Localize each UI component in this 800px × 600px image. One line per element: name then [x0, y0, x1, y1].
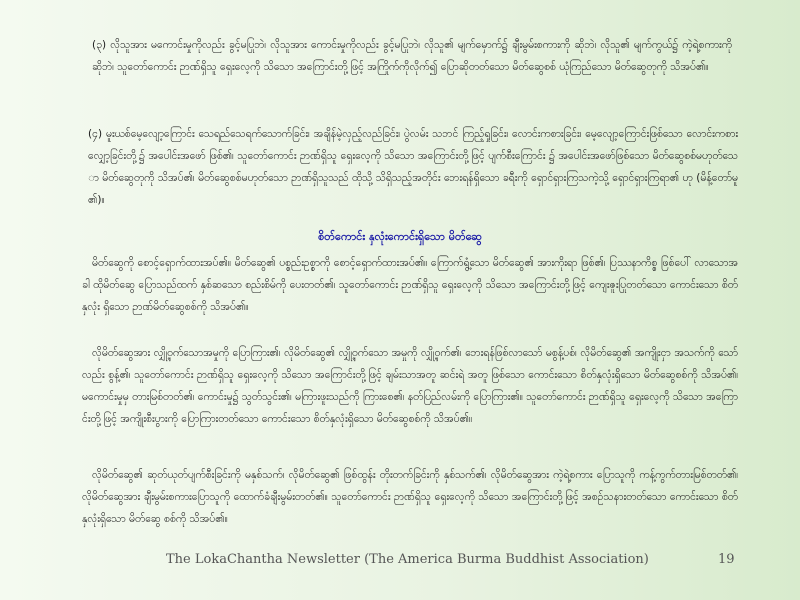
page-number: 19	[718, 552, 735, 567]
paragraph-true-friend-1: မိတ်ဆွေကို စောင့်ရှောက်ထားအပ်၏။ မိတ်ဆွေ၏ ပစ္စည်းဥစ္စာကို စောင့်ရှောက်ထားအပ်၏။ ကြောက်ရွံ့သော မိတ်ဆွေ၏ အားကိုးရာ ဖြစ်၏၊ ပြဿနာကိစ္စ ဖြစ်ပေါ် လာသောအခါ ထိုမိတ်ဆွေ ပြောသည်ထက် နှစ်ဆသော စည်းစိမ်ကို ပေးတတ်၏၊ သူတော်ကောင်း ဉာဏ်ရှိသူ ရှေးလေ့ကို သိသော အကြောင်းတို့ဖြင့် ကျေးဇူးပြုတတ်သော ကောင်းသော စိတ်နှလုံး ရှိသော ဉာဏ်မိတ်ဆွေစစ်ကို သိအပ်၏။	[82, 257, 738, 313]
paragraph-true-friend-2: လိုမိတ်ဆွေအား လျှို့ဝှက်သောအမှုကို ပြောကြား၏၊ လိုမိတ်ဆွေ၏ လျှို့ဝှက်သော အမှုကို လျှို့ဝှက်၏၊ ဘေးရန်ဖြစ်လာသော် မစွန့်ပစ်၊ လိုမိတ်ဆွေ၏ အကျိုးငှာ အသက်ကို သော်လည်း စွန့်၏၊ သူတော်ကောင်း ဉာဏ်ရှိသူ ရှေးလေ့ကို သိသော အကြောင်းတို့ဖြင့် ချမ်းသာအတူ ဆင်းရဲ အတူ ဖြစ်သော ကောင်းသော စိတ်နှလုံးရှိသော မိတ်ဆွေစစ်ကို သိအပ်၏၊ မကောင်းမှုမှ တားမြစ်တတ်၏၊ ကောင်းမှု၌ သွတ်သွင်း၏၊ မကြားဖူးသည်ကို ကြားစေ၏၊ နတ်ပြည်လမ်းကို ပြောကြား၏။ သူတော်ကောင်း ဉာဏ်ရှိသူ ရှေးလေ့ကို သိသော အကြောင်းတို့ဖြင့် အကျိုးစီးပွားကို ပြောကြားတတ်သော ကောင်းသော စိတ်နှလုံးရှိသော မိတ်ဆွေစစ်ကို သိအပ်၏။	[82, 347, 738, 425]
paragraph-true-friend-3: လိုမိတ်ဆွေ၏ ဆုတ်ယုတ်ပျက်စီးခြင်းကို မနှစ်သက်၊ လိုမိတ်ဆွေ၏ ဖြစ်ထွန်း တိုးတက်ခြင်းကို နှစ်သက်၏၊ လိုမိတ်ဆွေအား ကဲ့ရဲ့စကား ပြောသူကို ကန့်ကွက်တားမြစ်တတ်၏၊ လိုမိတ်ဆွေအား ချီးမွမ်းစကားပြောသူကို ထောက်ခံချီးမွမ်းတတ်၏။ သူတော်ကောင်း ဉာဏ်ရှိသူ ရှေးလေ့ကို သိသော အကြောင်းတို့ဖြင့် အစဉ်သနားတတ်သော ကောင်းသော စိတ်နှလုံးရှိသော မိတ်ဆွေ စစ်ကို သိအပ်၏။	[82, 469, 738, 525]
section-heading: စိတ်ကောင်း နှလုံးကောင်းရှိသော မိတ်ဆွေ	[318, 230, 482, 243]
paragraph-fake-friend-4: (၄) မူးယစ်မေ့လျော့ကြောင်း သေရည်သေရက်သောက်ခြင်း၊ အချိန်မဲ့လှည့်လည်ခြင်း၊ ပွဲလမ်း သဘင် ကြည့်ရှုခြင်း၊ လောင်းကစားခြင်း၊ မေ့လျော့ကြောင်းဖြစ်သော လောင်းကစားလျှော့ခြင်းတို့၌ အပေါင်းအဖော် ဖြစ်၏၊ သူတော်ကောင်း ဉာဏ်ရှိသူ ရှေးလေ့ကို သိသော အကြောင်းတို့ဖြင့် ပျက်စီးကြောင်း ၌ အပေါင်းအဖော်ဖြစ်သော မိတ်ဆွေစစ်မဟုတ်သော မိတ်ဆွေတုကို သိအပ်၏၊ မိတ်ဆွေစစ်မဟုတ်သော ဉာဏ်ရှိသူသည် ထိုသို့ သိရှိသည့်အတိုင်း ဘေးရန်ရှိသော ခရီးကို ရှောင်ရှားကြသကဲ့သို့ ရှောင်ရှားကြရာ၏ ဟု (မိန့်တော်မူ၏)။	[88, 128, 738, 206]
paragraph-fake-friend-3: (၃) လိုသူအား မကောင်းမှုကိုလည်း ခွင့်မပြုဘဲ၊ လိုသူအား ကောင်းမှုကိုလည်း ခွင့်မပြုဘဲ၊ လိုသူ၏ မျက်မှောက်၌ ချီးမွမ်းစကားကို ဆိုဘဲ၊ လိုသူ၏ မျက်ကွယ်၌ ကဲ့ရဲ့စကားကို ဆိုဘဲ၊ သူတော်ကောင်း ဉာဏ်ရှိသူ ရှေးလေ့ကို သိသော အကြောင်းတို့ဖြင့် အကြိုက်ကိုလိုက်၍ ပြောဆိုတတ်သော မိတ်ဆွေစစ် ယုံကြည်သော မိတ်ဆွေတုကို သိအပ်၏။	[92, 39, 732, 73]
newsletter-footer: The LokaChantha Newsletter (The America Burma Buddhist Association)	[166, 552, 649, 567]
